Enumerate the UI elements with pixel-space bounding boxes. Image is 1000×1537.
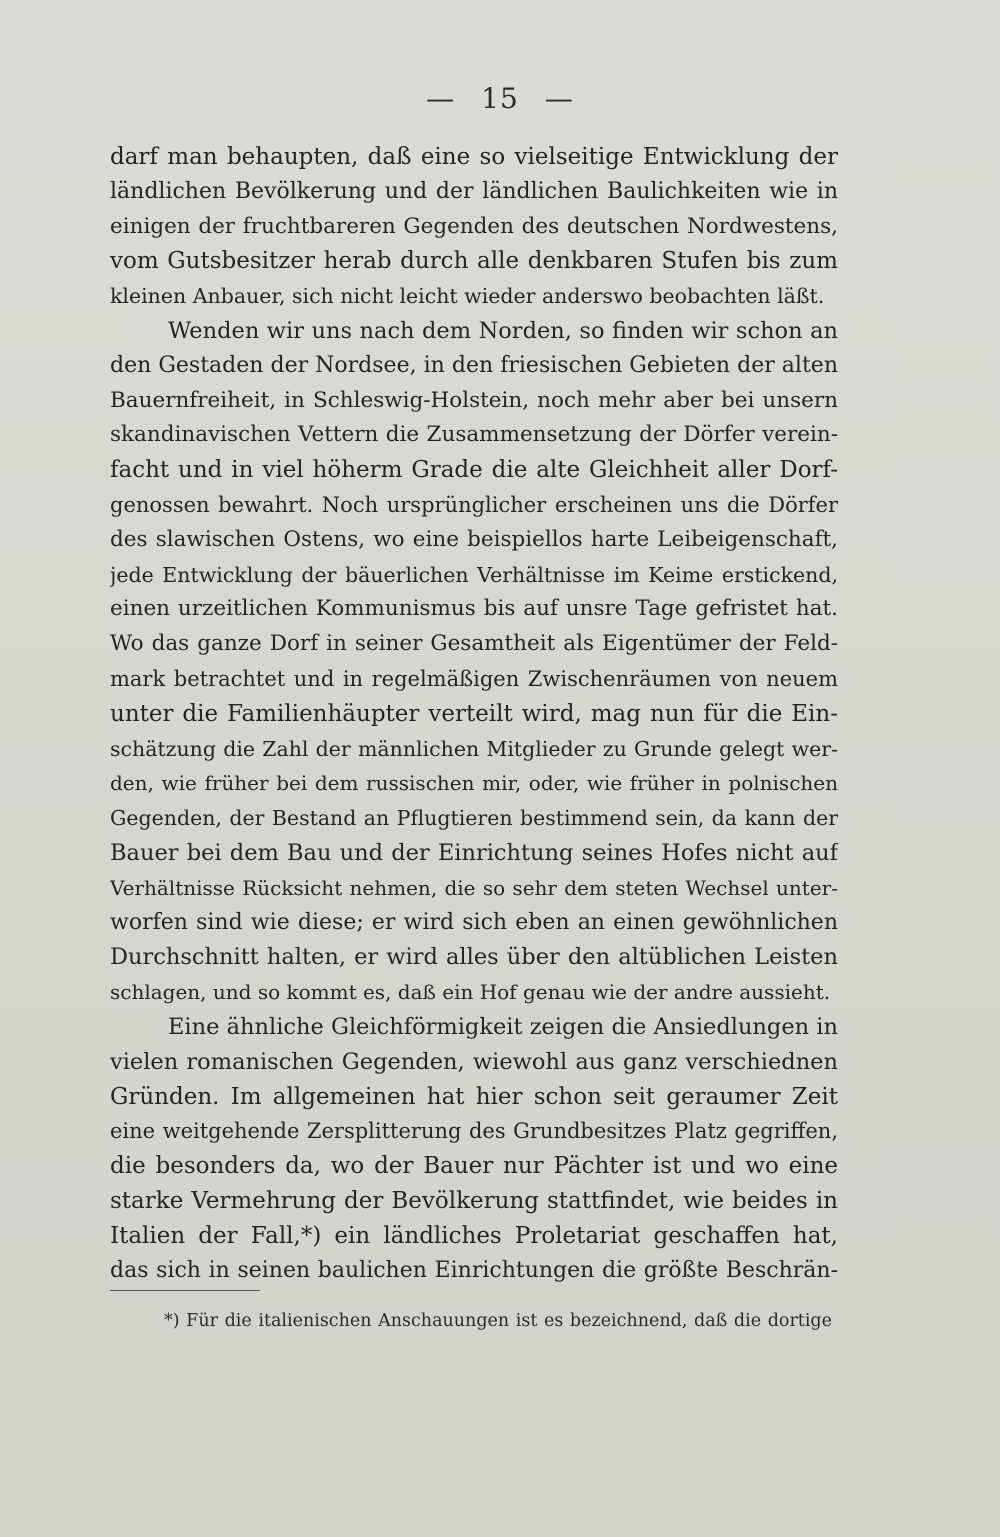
text-line: Bauernfreiheit, in Schleswig-Holstein, noch mehr aber bei unsern [110,387,838,413]
page-number-dash-right: — [544,82,574,115]
text-line: die besonders da, wo der Bauer nur Pächter ist und wo eine [110,1153,838,1180]
text-line: jede Entwicklung der bäuerlichen Verhältnisse im Keime erstickend, [110,562,838,587]
text-line: Wo das ganze Dorf in seiner Gesamtheit als Eigentümer der Feld- [110,631,838,657]
text-line: Eine ähnliche Gleichförmigkeit zeigen die Ansiedlungen in [168,1013,838,1040]
page-number-dash-left: — [426,82,456,115]
text-line: unter die Familienhäupter verteilt wird, mag nun für die Ein- [110,700,838,727]
text-line: worfen sind wie diese; er wird sich eben an einen gewöhnlichen [110,909,838,935]
text-line: des slawischen Ostens, wo eine beispiellos harte Leibeigenschaft, [110,526,838,552]
text-line: vom Gutsbesitzer herab durch alle denkbaren Stufen bis zum [110,248,838,275]
text-line: mark betrachtet und in regelmäßigen Zwischenräumen von neuem [110,666,838,691]
text-line: den, wie früher bei dem russischen mir, oder, wie früher in polnischen [110,771,838,796]
text-line: schlagen, und so kommt es, daß ein Hof genau wie der andre aussieht. [110,980,831,1005]
text-line: darf man behaupten, daß eine so vielseitige Entwicklung der [110,144,838,170]
text-line: kleinen Anbauer, sich nicht leicht wieder anderswo beobachten läßt. [110,284,825,309]
text-line: genossen bewahrt. Noch ursprünglicher erscheinen uns die Dörfer [110,492,838,517]
text-line: einigen der fruchtbareren Gegenden des deutschen Nordwestens, [110,213,838,239]
text-line: Gegenden, der Bestand an Pflugtieren bestimmend sein, da kann der [110,806,838,831]
text-line: ländlichen Bevölkerung und der ländlichen Baulichkeiten wie in [110,178,838,204]
text-line: vielen romanischen Gegenden, wiewohl aus ganz verschiednen [110,1048,838,1075]
body-text [110,140,838,1288]
text-line: schätzung die Zahl der männlichen Mitglieder zu Grunde gelegt wer- [110,736,838,761]
text-line: Wenden wir uns nach dem Norden, so finden wir schon an [168,317,838,344]
text-line: einen urzeitlichen Kommunismus bis auf unsre Tage gefristet hat. [110,596,838,622]
text-line: das sich in seinen baulichen Einrichtungen die größte Beschrän- [110,1257,838,1283]
text-line: Verhältnisse Rücksicht nehmen, die so sehr dem steten Wechsel unter- [110,875,838,900]
text-line: skandinavischen Vettern die Zusammensetzung der Dörfer verein- [110,422,838,448]
page-number: 15 [481,82,519,115]
text-line: Gründen. Im allgemeinen hat hier schon seit geraumer Zeit [110,1083,838,1110]
text-line: Bauer bei dem Bau und der Einrichtung seines Hofes nicht auf [110,839,838,866]
text-line: starke Vermehrung der Bevölkerung stattfindet, wie beides in [110,1187,838,1214]
text-line: facht und in viel höherm Grade die alte Gleichheit aller Dorf- [110,457,838,484]
text-line: den Gestaden der Nordsee, in den friesischen Gebieten der alten [110,352,838,378]
text-line: Durchschnitt halten, er wird alles über den altüblichen Leisten [110,944,838,971]
footnote-divider [110,1290,260,1291]
text-line: eine weitgehende Zersplitterung des Grundbesitzes Platz gegriffen, [110,1119,838,1144]
page-number-header [0,82,1000,115]
footnote: *) Für die italienischen Anschauungen ist es bezeichnend, daß die dortige [164,1311,832,1331]
text-line: Italien der Fall,*) ein ländliches Proletariat geschaffen hat, [110,1222,838,1249]
